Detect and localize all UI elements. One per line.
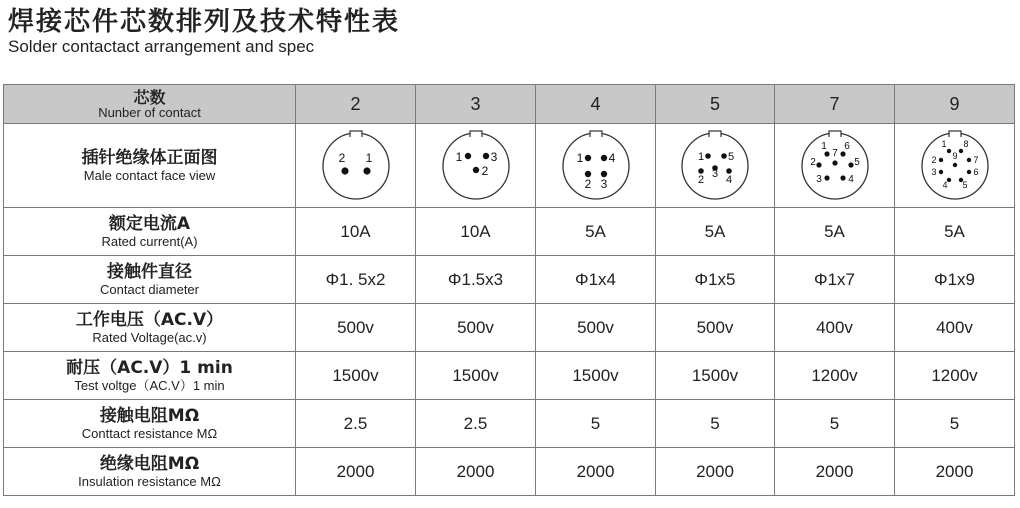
connector-face-5-icon (677, 128, 753, 204)
pin-label: 4 (725, 173, 733, 186)
table-cell: 2000 (536, 448, 656, 496)
test-voltage-label-en: Test voltge（AC.V）1 min (74, 377, 225, 393)
header-label-cn: 芯数 (133, 87, 166, 107)
face-view-3 (416, 124, 536, 208)
contact-diameter-row (4, 256, 1015, 304)
test-voltage-row (4, 352, 1015, 400)
table-cell: 1500v (656, 352, 775, 400)
header-contact-7: 7 (775, 85, 895, 124)
pin-label: 3 (930, 166, 937, 177)
face-view-row (4, 124, 1015, 208)
pin-label: 1 (820, 140, 827, 152)
table-cell: 5A (656, 208, 775, 256)
table-cell: Φ1x5 (656, 256, 775, 304)
pin-label: 6 (972, 166, 979, 177)
pin-label: 2 (338, 150, 345, 165)
table-cell: Φ1x9 (895, 256, 1015, 304)
pin-label: 2 (697, 173, 705, 186)
face-view-label-cell (4, 124, 296, 208)
connector-face-4-icon (558, 128, 634, 204)
header-contact-2: 2 (296, 85, 416, 124)
pin-label: 8 (962, 138, 969, 149)
header-contact-4: 4 (536, 85, 656, 124)
pin-label: 2 (930, 154, 937, 165)
pin-label: 3 (815, 173, 822, 185)
table-cell: 5 (656, 400, 775, 448)
table-cell: 2000 (656, 448, 775, 496)
rated-voltage-label-cn: 工作电压（AC.V） (75, 309, 224, 330)
title-block (8, 6, 400, 57)
table-cell: 5A (775, 208, 895, 256)
pin-label: 7 (831, 147, 838, 159)
face-view-9 (895, 124, 1015, 208)
connector-face-2-icon (318, 128, 394, 204)
pin-label: 1 (940, 138, 947, 149)
header-contact-5: 5 (656, 85, 775, 124)
table-cell: 5 (775, 400, 895, 448)
rated-current-label-en: Rated current(A) (101, 233, 198, 249)
pin-label: 1 (697, 150, 705, 163)
contact-diameter-label-cell (4, 256, 296, 304)
face-view-7 (775, 124, 895, 208)
pin-label: 4 (608, 150, 615, 165)
pin-label: 4 (941, 179, 948, 190)
table-cell: 10A (296, 208, 416, 256)
face-view-4 (536, 124, 656, 208)
rated-voltage-row (4, 304, 1015, 352)
table-cell: 500v (656, 304, 775, 352)
insulation-resistance-label-en: Insulation resistance MΩ (78, 473, 221, 489)
face-view-label-en: Male contact face view (83, 167, 216, 183)
table-cell: 2.5 (296, 400, 416, 448)
contact-resistance-label-en: Conttact resistance MΩ (81, 425, 218, 441)
contact-resistance-label-cn: 接触电阻MΩ (99, 405, 200, 426)
rated-voltage-label-cell (4, 304, 296, 352)
insulation-resistance-row (4, 448, 1015, 496)
pin-label: 1 (576, 150, 583, 165)
connector-face-7-icon (797, 128, 873, 204)
table-cell: 1500v (296, 352, 416, 400)
table-cell: 500v (416, 304, 536, 352)
contact-diameter-label-en: Contact diameter (100, 281, 199, 297)
table-cell: 1500v (416, 352, 536, 400)
header-label-en: Nunber of contact (98, 104, 201, 120)
insulation-resistance-label-cn: 绝缘电阻MΩ (99, 453, 200, 474)
connector-face-3-icon (438, 128, 514, 204)
pin-label: 5 (727, 150, 735, 163)
table-cell: 5 (536, 400, 656, 448)
face-view-label-cn: 插针绝缘体正面图 (81, 147, 218, 168)
table-cell: 1500v (536, 352, 656, 400)
table-cell: Φ1x4 (536, 256, 656, 304)
pin-label: 2 (584, 176, 591, 191)
header-row (4, 85, 1015, 124)
table-cell: 500v (296, 304, 416, 352)
header-contact-3: 3 (416, 85, 536, 124)
rated-current-label-cell (4, 208, 296, 256)
pin-label: 9 (951, 150, 958, 161)
table-cell: Φ1. 5x2 (296, 256, 416, 304)
table-cell: 2000 (775, 448, 895, 496)
table-cell: 5A (895, 208, 1015, 256)
test-voltage-label-cell (4, 352, 296, 400)
pin-label: 5 (961, 179, 968, 190)
page-title-en: Solder contactact arrangement and spec (8, 37, 315, 56)
contact-diameter-label-cn: 接触件直径 (107, 261, 192, 282)
contact-resistance-row (4, 400, 1015, 448)
rated-current-row (4, 208, 1015, 256)
face-view-2 (296, 124, 416, 208)
pin-label: 5 (853, 156, 860, 168)
table-cell: 5A (536, 208, 656, 256)
table-cell: 2.5 (416, 400, 536, 448)
contact-resistance-label-cell (4, 400, 296, 448)
pin-label: 4 (847, 173, 854, 185)
table-cell: 1200v (775, 352, 895, 400)
connector-face-9-icon (917, 128, 993, 204)
rated-voltage-label-en: Rated Voltage(ac.v) (92, 329, 207, 345)
pin-label: 2 (481, 163, 488, 178)
table-cell: 2000 (416, 448, 536, 496)
table-cell: Φ1.5x3 (416, 256, 536, 304)
table-cell: 500v (536, 304, 656, 352)
pin-label: 2 (809, 156, 816, 168)
insulation-resistance-label-cell (4, 448, 296, 496)
table-cell: 1200v (895, 352, 1015, 400)
pin-label: 3 (600, 176, 607, 191)
table-cell: 400v (895, 304, 1015, 352)
table-cell: 2000 (895, 448, 1015, 496)
pin-label: 3 (711, 167, 719, 180)
pin-label: 7 (972, 154, 979, 165)
spec-table (3, 84, 1015, 496)
pin-label: 3 (490, 149, 497, 164)
header-label-cell (4, 85, 296, 124)
pin-label: 1 (455, 149, 462, 164)
header-contact-9: 9 (895, 85, 1015, 124)
rated-current-label-cn: 额定电流A (108, 213, 191, 234)
page-title-cn: 焊接芯件芯数排列及技术特性表 (8, 7, 401, 37)
table-cell: 10A (416, 208, 536, 256)
pin-label: 1 (365, 150, 372, 165)
table-cell: Φ1x7 (775, 256, 895, 304)
face-view-5 (656, 124, 775, 208)
table-cell: 2000 (296, 448, 416, 496)
test-voltage-label-cn: 耐压（AC.V）1 min (66, 357, 233, 378)
table-cell: 400v (775, 304, 895, 352)
table-cell: 5 (895, 400, 1015, 448)
pin-label: 6 (843, 140, 850, 152)
